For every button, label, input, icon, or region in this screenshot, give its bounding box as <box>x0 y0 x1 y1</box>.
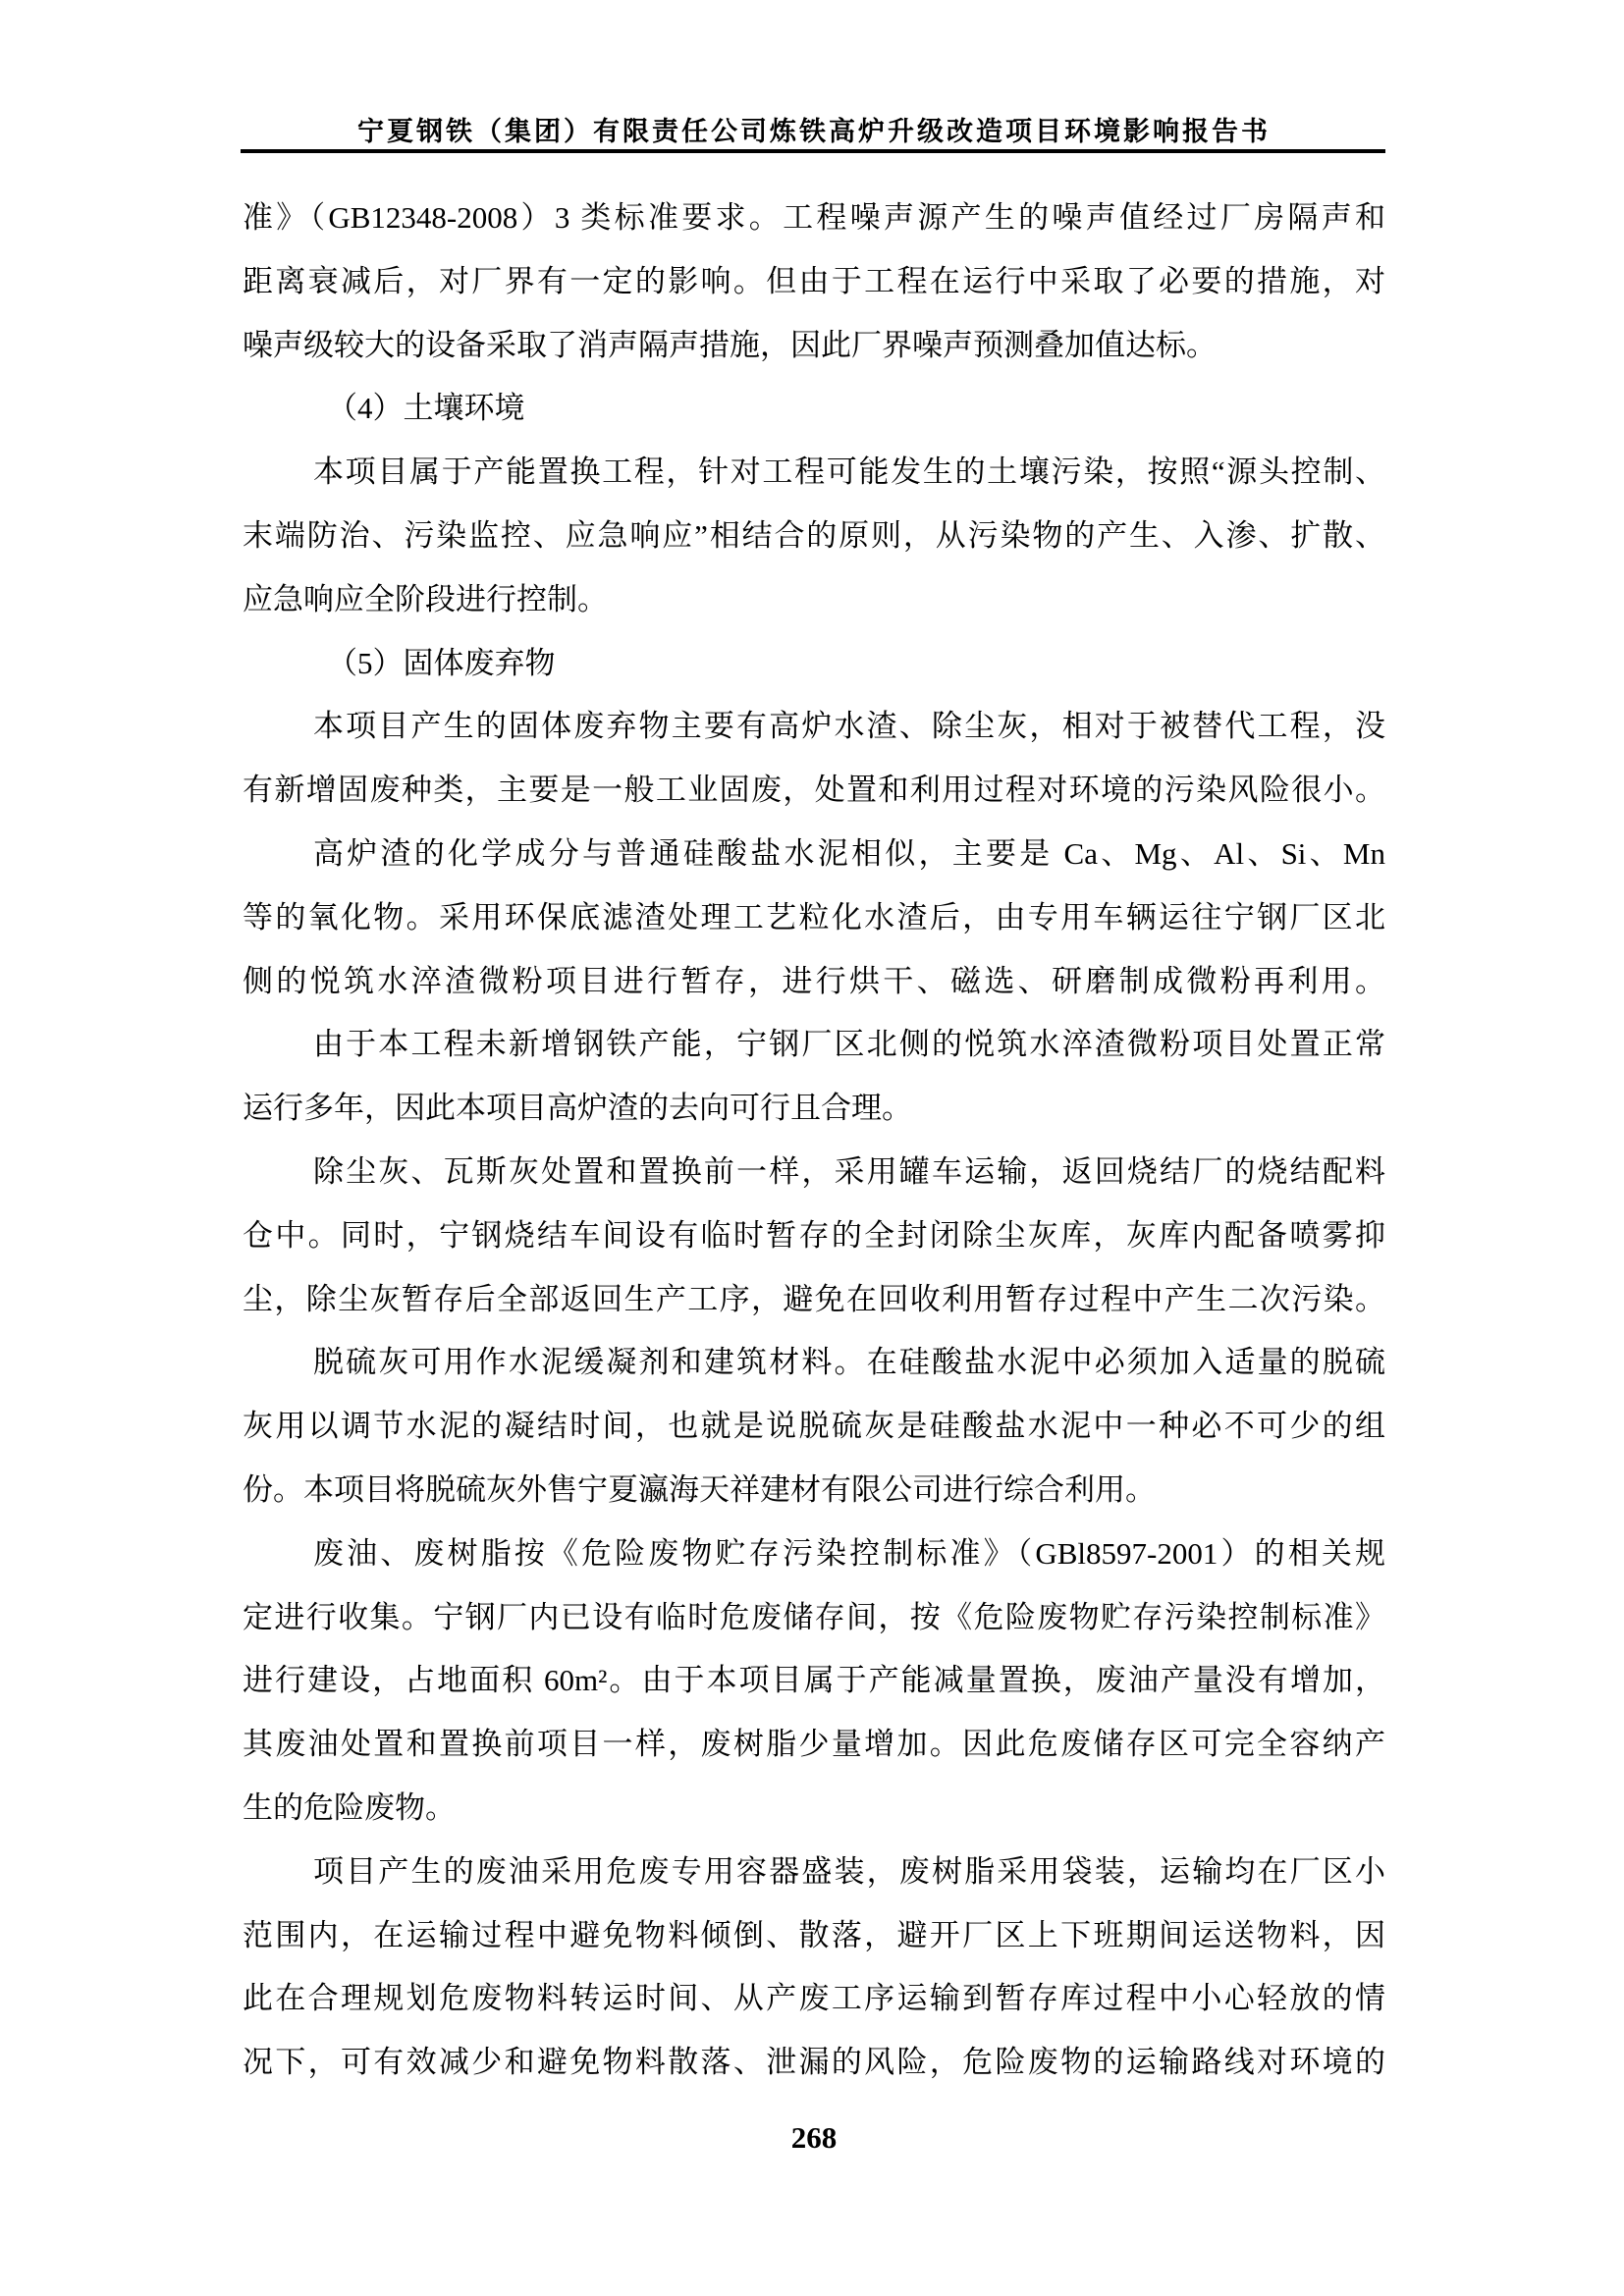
body-line: 项目产生的废油采用危废专用容器盛装，废树脂采用袋装，运输均在厂区小 <box>313 1853 1385 1889</box>
body-line: 此在合理规划危废物料转运时间、从产废工序运输到暂存库过程中小心轻放的情 <box>243 1981 1385 2016</box>
body-line: 本项目产生的固体废弃物主要有高炉水渣、除尘灰，相对于被替代工程，没 <box>313 709 1385 744</box>
header-rule <box>241 149 1385 153</box>
body-line: 本项目属于产能置换工程，针对工程可能发生的土壤污染，按照“源头控制、 <box>313 454 1385 490</box>
body-line: 脱硫灰可用作水泥缓凝剂和建筑材料。在硅酸盐水泥中必须加入适量的脱硫 <box>313 1345 1385 1380</box>
body-line: 距离衰减后，对厂界有一定的影响。但由于工程在运行中采取了必要的措施，对 <box>243 263 1385 298</box>
body-line: 定进行收集。宁钢厂内已设有临时危废储存间，按《危险废物贮存污染控制标准》 <box>243 1599 1385 1634</box>
body-line: 其废油处置和置换前项目一样，废树脂少量增加。因此危废储存区可完全容纳产 <box>243 1727 1385 1762</box>
body-line: 有新增固废种类，主要是一般工业固废，处置和利用过程对环境的污染风险很小。 <box>243 773 1385 808</box>
body-line: 噪声级较大的设备采取了消声隔声措施，因此厂界噪声预测叠加值达标。 <box>243 327 1217 362</box>
body-line: 应急响应全阶段进行控制。 <box>243 581 608 616</box>
body-line: 末端防治、污染监控、应急响应”相结合的原则，从污染物的产生、入渗、扩散、 <box>243 517 1385 553</box>
document-body <box>243 187 1385 2095</box>
body-line: 份。本项目将脱硫灰外售宁夏瀛海天祥建材有限公司进行综合利用。 <box>243 1471 1156 1507</box>
report-header-title: 宁夏钢铁（集团）有限责任公司炼铁高炉升级改造项目环境影响报告书 <box>357 117 1271 146</box>
body-line: 由于本工程未新增钢铁产能，宁钢厂区北侧的悦筑水淬渣微粉项目处置正常 <box>313 1027 1385 1062</box>
body-line: 仓中。同时，宁钢烧结车间设有临时暂存的全封闭除尘灰库，灰库内配备喷雾抑 <box>243 1217 1385 1253</box>
body-line: 废油、废树脂按《危险废物贮存污染控制标准》（GBl8597-2001）的相关规 <box>313 1535 1385 1571</box>
body-line: 除尘灰、瓦斯灰处置和置换前一样，采用罐车运输，返回烧结厂的烧结配料 <box>313 1153 1385 1189</box>
page-number: 268 <box>790 2120 838 2155</box>
body-line: 准》（GB12348-2008）3 类标准要求。工程噪声源产生的噪声值经过厂房隔声和 <box>243 200 1385 235</box>
body-line: 况下，可有效减少和避免物料散落、泄漏的风险，危险废物的运输路线对环境的 <box>243 2045 1385 2080</box>
section-heading: （4）土壤环境 <box>327 391 525 426</box>
body-line: 侧的悦筑水淬渣微粉项目进行暂存，进行烘干、磁选、研磨制成微粉再利用。 <box>243 963 1385 998</box>
body-line: 范围内，在运输过程中避免物料倾倒、散落，避开厂区上下班期间运送物料，因 <box>243 1917 1385 1952</box>
body-line: 高炉渣的化学成分与普通硅酸盐水泥相似，主要是 Ca、Mg、Al、Si、Mn <box>313 835 1385 871</box>
body-line: 尘，除尘灰暂存后全部返回生产工序，避免在回收利用暂存过程中产生二次污染。 <box>243 1281 1385 1316</box>
body-line: 进行建设，占地面积 60m²。由于本项目属于产能减量置换，废油产量没有增加， <box>243 1663 1385 1698</box>
body-line: 运行多年，因此本项目高炉渣的去向可行且合理。 <box>243 1091 912 1126</box>
section-heading: （5）固体废弃物 <box>327 645 556 680</box>
body-line: 生的危险废物。 <box>243 1789 456 1825</box>
body-line: 灰用以调节水泥的凝结时间，也就是说脱硫灰是硅酸盐水泥中一种必不可少的组 <box>243 1409 1385 1444</box>
body-line: 等的氧化物。采用环保底滤渣处理工艺粒化水渣后，由专用车辆运往宁钢厂区北 <box>243 899 1385 934</box>
